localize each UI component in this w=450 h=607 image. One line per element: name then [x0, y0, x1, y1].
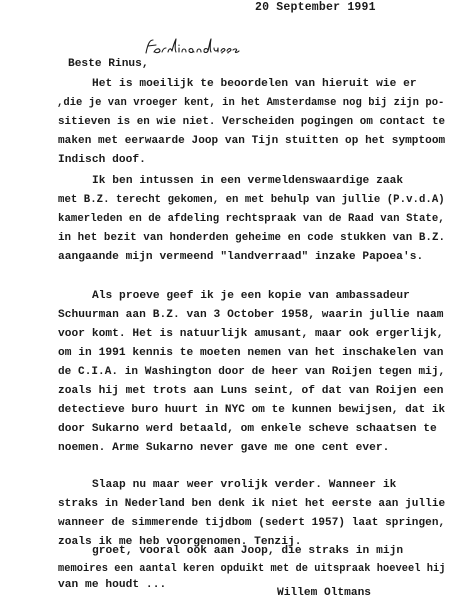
- text-line: aangaande mijn vermeend "landverraad" inzake Papoea's.: [58, 251, 424, 263]
- letter-signature: Willem Oltmans: [277, 587, 371, 599]
- text-line: memoires een aantal keren opduikt met de uitspraak hoeveel hij: [58, 563, 446, 575]
- text-line: detectieve buro huurt in NYC om te kunnen bewijsen, dat ik: [58, 404, 446, 416]
- text-line: door Sukarno werd betaald, om enkele scheve schaatsen te: [58, 423, 437, 435]
- text-line: Slaap nu maar weer vrolijk verder. Wanneer ik: [92, 479, 397, 491]
- handwritten-annotation: [140, 37, 260, 59]
- text-line: Het is moeilijk te beoordelen van hieruit wie er: [92, 78, 417, 90]
- text-line: zoals ik me heb voorgenomen. Tenzij.: [58, 536, 302, 548]
- letter-date: 20 September 1991: [255, 1, 376, 14]
- text-line: wanneer de simmerende tijdbom (sedert 1957) laat springen,: [58, 517, 446, 529]
- text-line: Ik ben intussen in een vermeldenswaardige zaak: [92, 175, 404, 187]
- text-line: de C.I.A. in Washington door de heer van Roijen tegen mij,: [58, 366, 446, 378]
- text-line: Schuurman aan B.Z. van 3 October 1958, waarin jullie naam: [58, 309, 444, 321]
- text-line: om in 1991 kennis te moeten nemen van het inschakelen van: [58, 347, 444, 359]
- text-line: met B.Z. terecht gekomen, en met behulp van jullie (P.v.d.A): [58, 194, 445, 206]
- letter-greeting: Beste Rinus,: [68, 58, 149, 70]
- text-line: Indisch doof.: [58, 154, 146, 166]
- text-line: maken met eerwaarde Joop van Tijn stuitten op het symptoom: [58, 135, 446, 147]
- text-line: straks in Nederland ben denk ik niet het eerste aan jullie: [58, 498, 446, 510]
- text-line: kamerleden en de afdeling rechtspraak van de Raad van State,: [58, 213, 445, 225]
- text-line: van me houdt ...: [58, 579, 167, 591]
- text-line: ,die je van vroeger kent, in het Amsterdamse nog bij zijn po-: [57, 97, 445, 109]
- text-line: in het bezit van honderden geheime en code stukken van B.Z.: [58, 232, 446, 244]
- text-line: voor komt. Het is natuurlijk amusant, maar ook ergerlijk,: [58, 328, 444, 340]
- text-line: noemen. Arme Sukarno never gave me one cent ever.: [58, 442, 390, 454]
- text-line: zoals hij met trots aan Luns seint, of dat van Roijen een: [58, 385, 444, 397]
- text-line: groet, vooral ook aan Joop, die straks in mijn: [92, 545, 404, 557]
- text-line: Als proeve geef ik je een kopie van ambassadeur: [92, 290, 410, 302]
- text-line: sitieven is en wie niet. Verscheiden pogingen om contact te: [58, 116, 446, 128]
